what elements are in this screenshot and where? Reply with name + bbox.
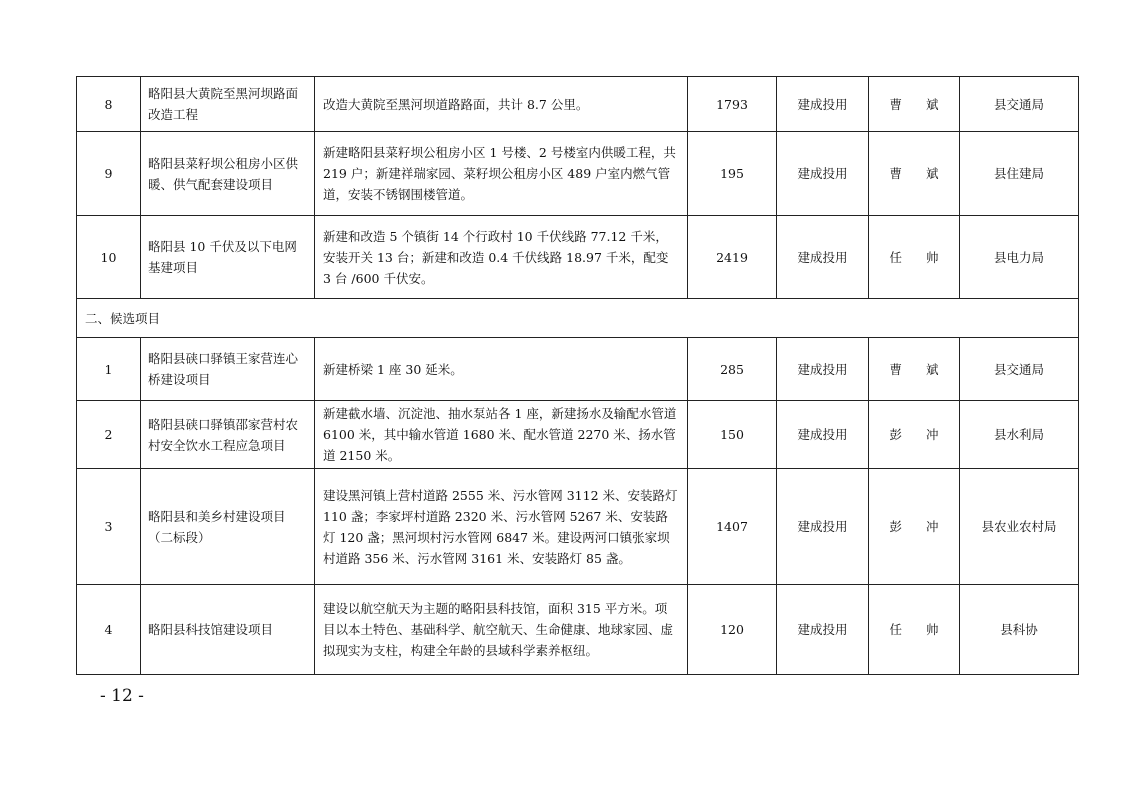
project-status: 建成投用	[777, 338, 869, 401]
table-row	[77, 77, 1079, 132]
project-status: 建成投用	[777, 585, 869, 675]
project-description: 建设以航空航天为主题的略阳县科技馆，面积 315 平方米。项目以本土特色、基础科学、航空航天、生命健康、地球家园、虚拟现实为支柱，构建全年龄的县域科学素养枢纽。	[315, 585, 688, 675]
responsible-department: 县交通局	[960, 77, 1079, 132]
project-table	[76, 76, 1079, 675]
page-number: - 12 -	[100, 686, 144, 706]
table-row	[77, 585, 1079, 675]
project-description: 新建桥梁 1 座 30 延米。	[315, 338, 688, 401]
project-status: 建成投用	[777, 132, 869, 216]
investment-amount: 1407	[688, 469, 777, 585]
responsible-department: 县水利局	[960, 401, 1079, 469]
row-number: 9	[77, 132, 141, 216]
responsible-department: 县电力局	[960, 216, 1079, 299]
responsible-department: 县住建局	[960, 132, 1079, 216]
table-row	[77, 216, 1079, 299]
responsible-leader: 曹 斌	[869, 77, 960, 132]
table-row	[77, 469, 1079, 585]
project-name: 略阳县 10 千伏及以下电网基建项目	[141, 216, 315, 299]
project-description: 新建截水墙、沉淀池、抽水泵站各 1 座，新建扬水及输配水管道 6100 米，其中输水管道 1680 米、配水管道 2270 米、扬水管道 2150 米。	[315, 401, 688, 469]
section-title: 二、候选项目	[77, 299, 1079, 338]
project-name: 略阳县菜籽坝公租房小区供暖、供气配套建设项目	[141, 132, 315, 216]
project-name: 略阳县科技馆建设项目	[141, 585, 315, 675]
responsible-leader: 曹 斌	[869, 132, 960, 216]
table-row	[77, 401, 1079, 469]
project-description: 新建和改造 5 个镇街 14 个行政村 10 千伏线路 77.12 千米，安装开关 13 台；新建和改造 0.4 千伏线路 18.97 千米，配变 3 台 /600 千伏安。	[315, 216, 688, 299]
table-row	[77, 338, 1079, 401]
project-status: 建成投用	[777, 469, 869, 585]
project-description: 改造大黄院至黑河坝道路路面，共计 8.7 公里。	[315, 77, 688, 132]
row-number: 8	[77, 77, 141, 132]
responsible-department: 县科协	[960, 585, 1079, 675]
investment-amount: 195	[688, 132, 777, 216]
investment-amount: 285	[688, 338, 777, 401]
responsible-leader: 任 帅	[869, 216, 960, 299]
section-row	[77, 299, 1079, 338]
investment-amount: 120	[688, 585, 777, 675]
row-number: 10	[77, 216, 141, 299]
responsible-leader: 彭 冲	[869, 469, 960, 585]
row-number: 1	[77, 338, 141, 401]
investment-amount: 2419	[688, 216, 777, 299]
row-number: 2	[77, 401, 141, 469]
project-name: 略阳县大黄院至黑河坝路面改造工程	[141, 77, 315, 132]
project-name: 略阳县硖口驿镇邵家营村农村安全饮水工程应急项目	[141, 401, 315, 469]
responsible-leader: 彭 冲	[869, 401, 960, 469]
row-number: 4	[77, 585, 141, 675]
responsible-leader: 任 帅	[869, 585, 960, 675]
table-row	[77, 132, 1079, 216]
project-description: 建设黑河镇上营村道路 2555 米、污水管网 3112 米、安装路灯 110 盏；李家坪村道路 2320 米、污水管网 5267 米、安装路灯 120 盏；黑河坝村污水管网 6847 米。建设两河口镇张家坝村道路 356 米、污水管网 3161 米、安装路灯 85 盏。	[315, 469, 688, 585]
project-description: 新建略阳县菜籽坝公租房小区 1 号楼、2 号楼室内供暖工程，共 219 户；新建祥瑞家园、菜籽坝公租房小区 489 户室内燃气管道，安装不锈钢围楼管道。	[315, 132, 688, 216]
investment-amount: 150	[688, 401, 777, 469]
project-name: 略阳县硖口驿镇王家营连心桥建设项目	[141, 338, 315, 401]
responsible-department: 县交通局	[960, 338, 1079, 401]
row-number: 3	[77, 469, 141, 585]
investment-amount: 1793	[688, 77, 777, 132]
responsible-department: 县农业农村局	[960, 469, 1079, 585]
project-status: 建成投用	[777, 77, 869, 132]
responsible-leader: 曹 斌	[869, 338, 960, 401]
project-status: 建成投用	[777, 401, 869, 469]
project-status: 建成投用	[777, 216, 869, 299]
project-name: 略阳县和美乡村建设项目（二标段）	[141, 469, 315, 585]
